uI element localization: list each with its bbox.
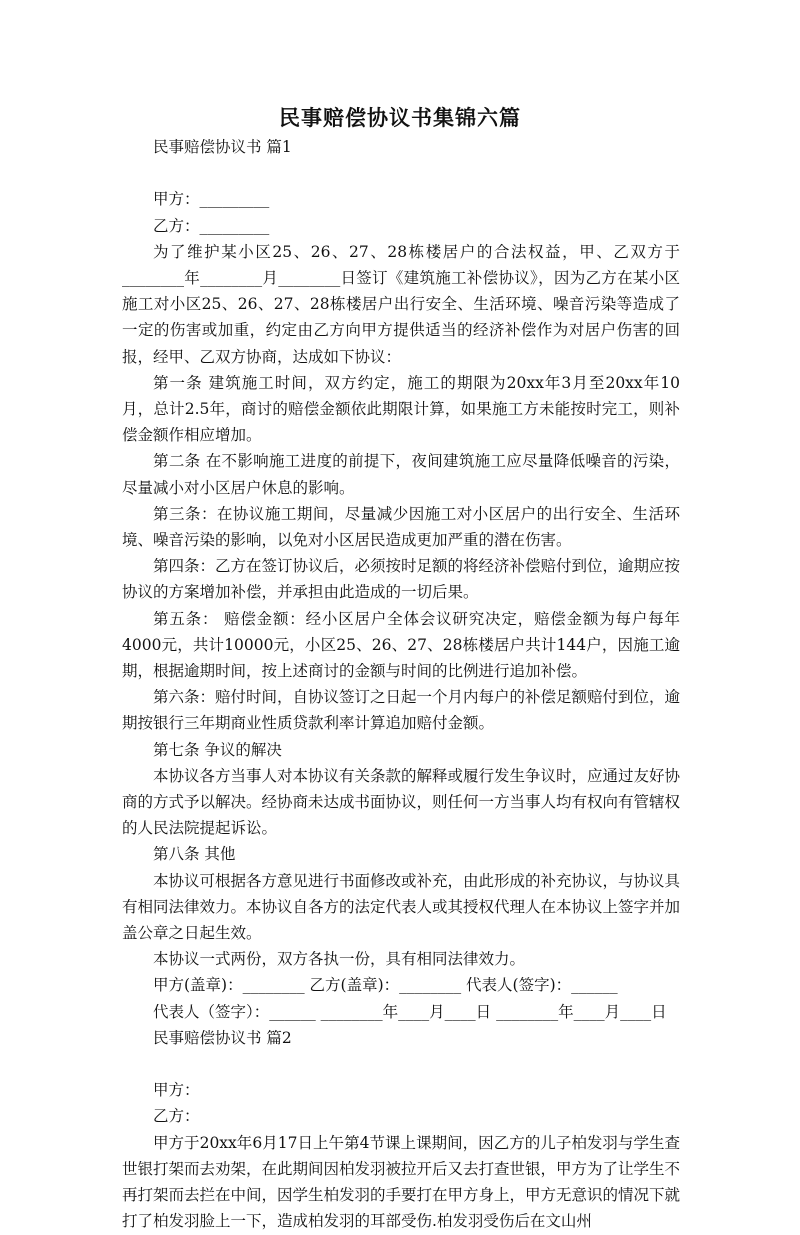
paragraph: 第五条： 赔偿金额：经小区居户全体会议研究决定，赔偿金额为每户每年4000元，共计10000元，小区25、26、27、28栋楼居户共计144户，因施工逾期，根据逾期时间，按上述商讨的金额与时间的比例进行追加补偿。 <box>122 609 680 681</box>
party-b-line: 乙方： <box>153 1107 200 1126</box>
paragraph: 第三条：在协议施工期间，尽量减少因施工对小区居户的出行安全、生活环境、噪音污染的影响，以免对小区居民造成更加严重的潜在伤害。 <box>122 504 680 550</box>
signature-line: 代表人（签字）：______ ________年____月____日 ________年____月____日 <box>153 1002 667 1021</box>
paragraph: 第二条 在不影响施工进度的前提下，夜间建筑施工应尽量降低噪音的污染，尽量减小对小区居户休息的影响。 <box>122 452 680 497</box>
party-a-line: 甲方：_________ <box>153 190 270 209</box>
document-body <box>122 134 680 1235</box>
article-heading: 第七条 争议的解决 <box>153 740 282 759</box>
document-title: 民事赔偿协议书集锦六篇 <box>279 105 521 130</box>
paragraph: 本协议各方当事人对本协议有关条款的解释或履行发生争议时，应通过友好协商的方式予以解决。经协商未达成书面协议，则任何一方当事人均有权向有管辖权的人民法院提起诉讼。 <box>122 766 681 838</box>
blank-line <box>122 1051 680 1077</box>
signature-line: 甲方(盖章)：________ 乙方(盖章)：________ 代表人(签字)：______ <box>153 976 618 995</box>
paragraph: 第四条：乙方在签订协议后，必须按时足额的将经济补偿赔付到位，逾期应按协议的方案增加补偿，并承担由此造成的一切后果。 <box>122 557 681 602</box>
section-heading: 民事赔偿协议书 篇1 <box>153 138 292 156</box>
paragraph: 第六条：赔付时间，自协议签订之日起一个月内每户的补偿足额赔付到位，逾期按银行三年期商业性质贷款利率计算追加赔付金额。 <box>122 688 681 733</box>
paragraph: 甲方于20xx年6月17日上午第4节课上课期间，因乙方的儿子柏发羽与学生查世银打架而去劝架，在此期间因柏发羽被拉开后又去打查世银，甲方为了让学生不再打架而去拦在中间，因学生柏发羽的手要打在甲方身上，甲方无意识的情况下就打了柏发羽脸上一下，造成柏发羽的耳部受伤.柏发羽受伤后在文山州 <box>122 1133 681 1231</box>
blank-line <box>122 160 680 186</box>
section-heading: 民事赔偿协议书 篇2 <box>153 1028 292 1047</box>
paragraph: 为了维护某小区25、26、27、28栋楼居户的合法权益，甲、乙双方于________年________月________日签订《建筑施工补偿协议》，因为乙方在某小区施工对小区25、26、27、28栋楼居户出行安全、生活环境、噪音污染等造成了一定的伤害或加重，约定由乙方向甲方提供适当的经济补偿作为对居户伤害的回报，经甲、乙双方协商，达成如下协议： <box>122 242 680 366</box>
party-a-line: 甲方： <box>153 1081 200 1100</box>
article-heading: 第八条 其他 <box>153 845 236 864</box>
paragraph: 本协议可根据各方意见进行书面修改或补充，由此形成的补充协议，与协议具有相同法律效力。本协议自各方的法定代表人或其授权代理人在本协议上签字并加盖公章之日起生效。 <box>122 871 681 943</box>
paragraph: 第一条 建筑施工时间，双方约定，施工的期限为20xx年3月至20xx年10月，总计2.5年，商讨的赔偿金额依此期限计算，如果施工方未能按时完工，则补偿金额作相应增加。 <box>122 373 680 445</box>
party-b-line: 乙方：_________ <box>153 216 270 235</box>
paragraph: 本协议一式两份，双方各执一份，具有相同法律效力。 <box>153 950 526 969</box>
